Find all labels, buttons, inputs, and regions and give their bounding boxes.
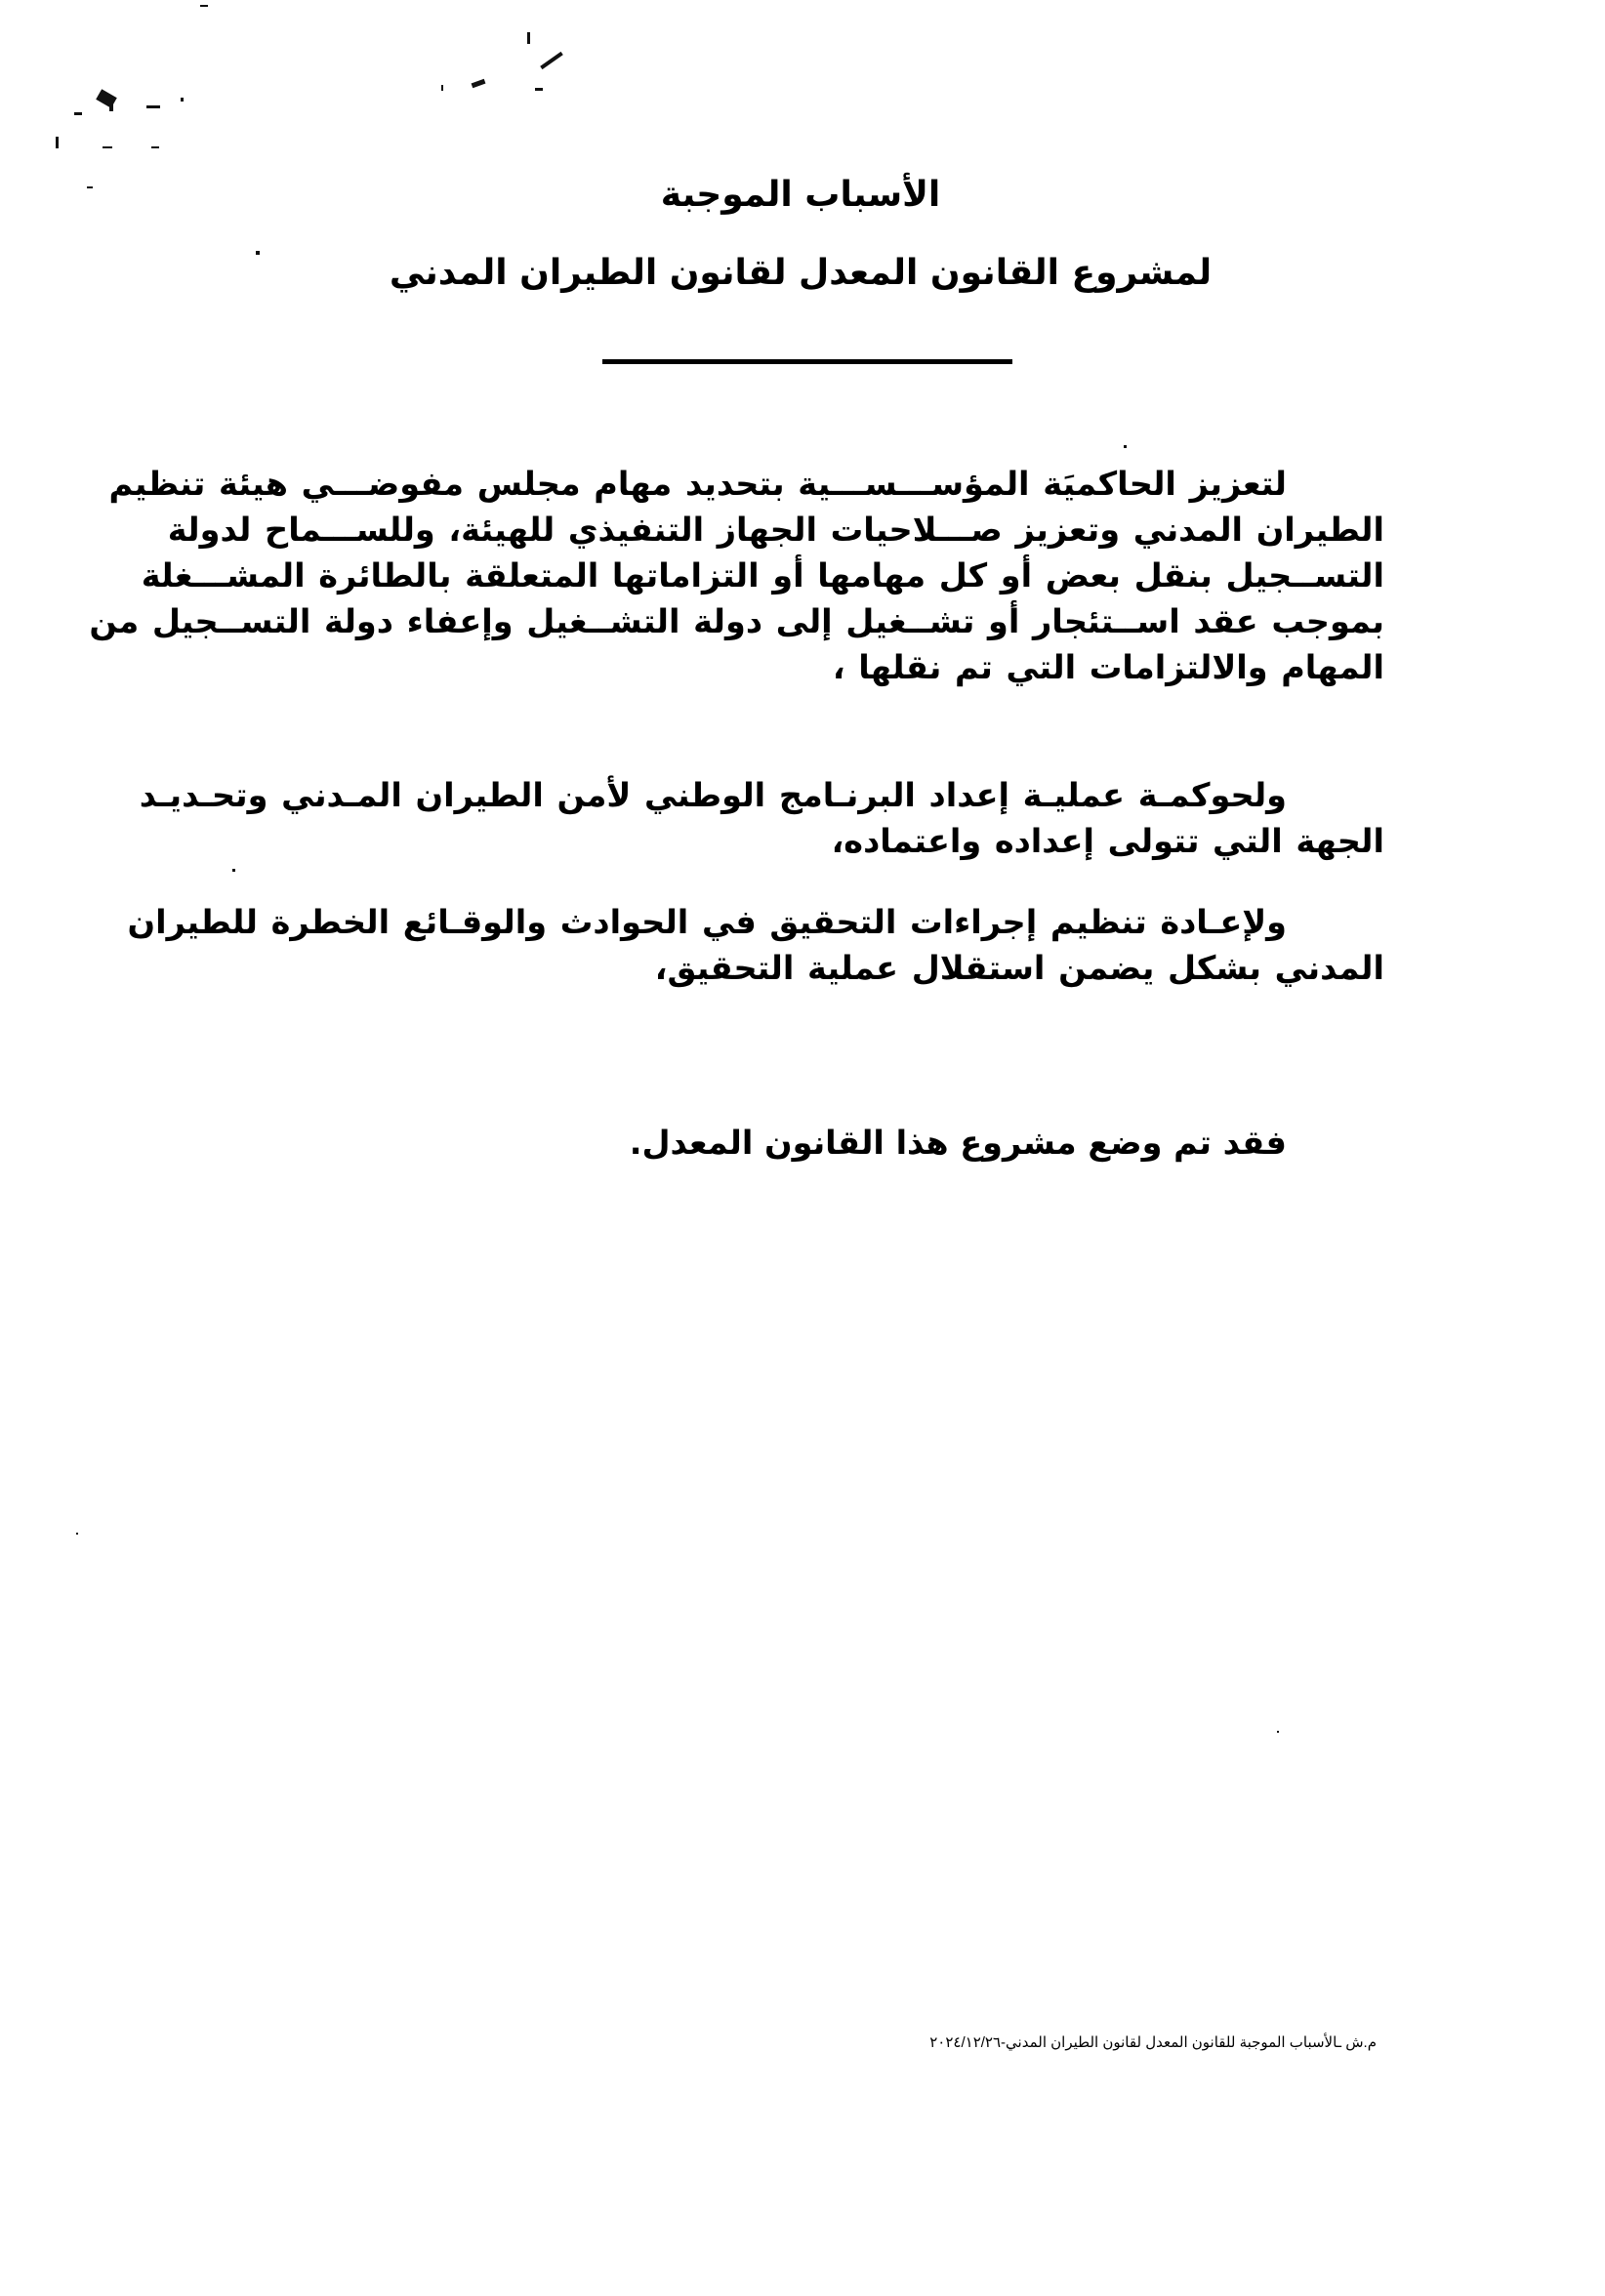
paragraph-line: الطيران المدني وتعزيز صـــلاحيات الجهاز التنفيذي للهيئة، وللســـماح لدولة xyxy=(167,511,1384,549)
paragraph-line: ولحوكمـة عمليـة إعداد البرنـامج الوطني لأمن الطيران المـدني وتحـديـد xyxy=(139,776,1287,814)
scan-noise-mark xyxy=(151,146,159,148)
paragraph-line: المدني بشكل يضمن استقلال عملية التحقيق، xyxy=(654,949,1384,987)
scan-noise-mark xyxy=(472,79,486,88)
scan-noise-mark xyxy=(76,1533,78,1535)
paragraph-line: ولإعـادة تنظيم إجراءات التحقيق في الحوادث والوقـائع الخطرة للطيران xyxy=(127,903,1287,941)
title-underline-divider xyxy=(602,359,1012,364)
scan-noise-mark xyxy=(232,869,235,872)
scan-noise-mark xyxy=(87,186,93,188)
scan-noise-mark xyxy=(74,112,82,115)
document-subtitle: لمشروع القانون المعدل لقانون الطيران المدني xyxy=(389,253,1213,293)
scan-noise-mark xyxy=(535,88,543,91)
paragraph-line: الجهة التي تتولى إعداده واعتماده، xyxy=(831,822,1384,860)
paragraph-governance xyxy=(89,461,1384,690)
scan-noise-mark xyxy=(527,32,530,44)
scan-noise-mark xyxy=(146,105,160,108)
document-title: الأسباب الموجبة xyxy=(660,175,941,215)
scan-noise-mark xyxy=(103,146,112,148)
document-footer: م.ش ـالأسباب الموجبة للقانون المعدل لقانون الطيران المدني-٢٠٢٤/١٢/٢٦ xyxy=(929,2034,1377,2051)
paragraph-security-program xyxy=(139,772,1384,864)
paragraph-investigation xyxy=(127,899,1384,991)
scan-noise-mark xyxy=(1124,445,1127,448)
scan-noise-mark xyxy=(256,251,260,255)
scan-noise-mark xyxy=(441,85,443,91)
scan-noise-mark xyxy=(56,137,59,148)
paragraph-line: المهام والالتزامات التي تم نقلها ، xyxy=(832,648,1384,686)
scan-noise-mark xyxy=(109,98,113,111)
scan-noise-mark xyxy=(96,89,117,107)
scan-noise-mark xyxy=(181,98,184,102)
paragraph-line: التســجيل بنقل بعض أو كل مهامها أو التزاماتها المتعلقة بالطائرة المشـــغلة xyxy=(141,556,1384,594)
scan-noise-mark xyxy=(540,52,563,69)
paragraph-line: بموجب عقد اســتئجار أو تشــغيل إلى دولة التشــغيل وإعفاء دولة التســجيل من xyxy=(89,602,1384,640)
paragraph-line: لتعزيز الحاكميَة المؤســـســـية بتحديد مهام مجلس مفوضـــي هيئة تنظيم xyxy=(108,465,1287,503)
closing-statement: فقد تم وضع مشروع هذا القانون المعدل. xyxy=(629,1124,1287,1162)
scan-noise-mark xyxy=(1277,1731,1279,1733)
scan-noise-mark xyxy=(200,5,208,7)
